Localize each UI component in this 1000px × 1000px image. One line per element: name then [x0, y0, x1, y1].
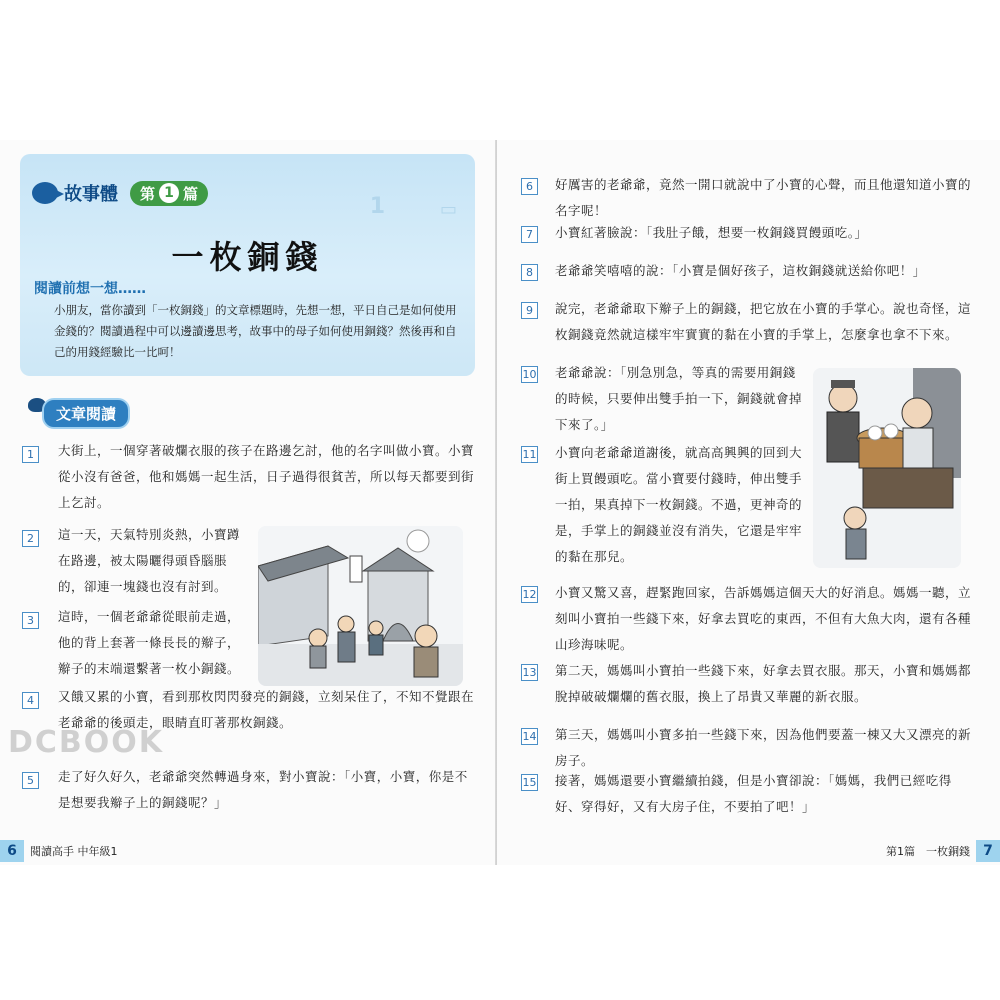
- paragraph-number: 3: [22, 612, 39, 629]
- category-label: 故事體: [64, 184, 118, 205]
- paragraph-number: 2: [22, 530, 39, 547]
- paragraph-text: 第三天，媽媽叫小寶多拍一些錢下來，因為他們要蓋一棟又大又漂亮的新房子。: [555, 727, 972, 768]
- watermark-logo: DCBOOK: [8, 725, 165, 760]
- chapter-number: 1: [159, 183, 179, 203]
- paragraph-number: 6: [521, 178, 538, 195]
- paragraph-text: 第二天，媽媽叫小寶拍一些錢下來，好拿去買衣服。那天，小寶和媽媽都脫掉破破爛爛的舊衣服，換上了昂貴又華麗的新衣服。: [555, 663, 972, 704]
- reading-section-heading: [28, 398, 130, 429]
- paragraph-text: 這時，一個老爺爺從眼前走過，他的背上套著一條長長的辮子，辮子的末端還繫著一枚小銅錢。: [58, 609, 241, 676]
- story-header-panel: [20, 154, 475, 376]
- footer-book-title: 閱讀高手 中年級1: [30, 845, 118, 858]
- paragraph-text: 大街上，一個穿著破爛衣服的孩子在路邊乞討，他的名字叫做小寶。小寶從小沒有爸爸，他和媽媽一起生活，日子過得很貧苦，所以每天都要到街上乞討。: [58, 443, 475, 510]
- chapter-badge: 第 1 篇: [130, 181, 208, 206]
- paragraph-number: 7: [521, 226, 538, 243]
- page-number: 6: [0, 840, 24, 862]
- paragraph-number: 5: [22, 772, 39, 789]
- paragraph-text: 接著，媽媽還要小寶繼續拍錢，但是小寶卻說：「媽媽，我們已經吃得好、穿得好，又有大房子住，不要拍了吧！」: [555, 773, 952, 814]
- paragraph-number: 12: [522, 588, 537, 601]
- paragraph-text: 小寶又驚又喜，趕緊跑回家，告訴媽媽這個天大的好消息。媽媽一聽，立刻叫小寶拍一些錢下來，好拿去買吃的東西，不但有大魚大肉，還有各種山珍海味呢。: [555, 585, 972, 652]
- paragraph-number: 4: [22, 692, 39, 709]
- left-page: [0, 140, 496, 865]
- paragraph-number: 8: [521, 264, 538, 281]
- paragraph-text: 這一天，天氣特別炎熱，小寶蹲在路邊，被太陽曬得頭昏腦脹的，卻連一塊錢也沒有討到。: [58, 527, 241, 594]
- paragraph-number: 15: [522, 776, 537, 789]
- paragraph-text: 小寶向老爺爺道謝後，就高高興興的回到大街上買饅頭吃。當小寶要付錢時，伸出雙手一拍，果真掉下一枚銅錢。不過，更神奇的是，手掌上的銅錢並沒有消失，它還是牢牢的黏在那兒。: [555, 445, 803, 564]
- pre-reading-text: 小朋友，當你讀到「一枚銅錢」的文章標題時，先想一想，平日自己是如何使用金錢的？閱讀過程中可以邊讀邊思考，故事中的母子如何使用銅錢？然後再和自己的用錢經驗比一比呵！: [54, 303, 457, 359]
- right-page: [497, 140, 1000, 865]
- page-number: 7: [976, 840, 1000, 862]
- street-illustration: [258, 526, 463, 686]
- reading-heading-label: 文章閱讀: [42, 398, 130, 429]
- paragraph-text: 小寶紅著臉說：「我肚子餓，想要一枚銅錢買饅頭吃。」: [555, 225, 868, 240]
- category-tag: [32, 180, 208, 206]
- paragraph-number: 10: [522, 368, 537, 381]
- paragraph-text: 走了好久好久，老爺爺突然轉過身來，對小寶說：「小寶，小寶，你是不是想要我辮子上的銅錢呢？」: [58, 769, 468, 810]
- right-page-footer: [886, 840, 1000, 862]
- left-page-footer: [0, 840, 118, 862]
- paragraph-number: 14: [522, 730, 537, 743]
- paragraph-text: 老爺爺說：「別急別急，等真的需要用銅錢的時候，只要伸出雙手拍一下，銅錢就會掉下來了。」: [555, 365, 803, 432]
- paragraph-text: 老爺爺笑嘻嘻的說：「小寶是個好孩子，這枚銅錢就送給你吧！」: [555, 263, 926, 278]
- paragraph-text: 說完，老爺爺取下辮子上的銅錢，把它放在小寶的手掌心。說也奇怪，這枚銅錢竟然就這樣牢牢實實的黏在小寶的手掌上，怎麼拿也拿不下來。: [555, 301, 972, 342]
- fish-icon: [32, 182, 58, 204]
- watermark-icon: ▭: [439, 199, 457, 220]
- paragraph-number: 1: [22, 446, 39, 463]
- paragraph-text: 好厲害的老爺爺，竟然一開口就說中了小寶的心聲，而且他還知道小寶的名字呢！: [555, 177, 972, 218]
- pre-reading-heading: 閱讀前想一想……: [34, 281, 146, 297]
- paragraph-number: 9: [521, 302, 538, 319]
- paragraph-number: 13: [522, 666, 537, 679]
- steamed-bun-stall-illustration: [813, 368, 961, 568]
- footer-chapter-title: 第1篇 一枚銅錢: [886, 845, 970, 858]
- paragraph-number: 11: [522, 448, 537, 461]
- watermark-text: 1: [369, 194, 385, 219]
- story-title: 一枚銅錢: [171, 238, 324, 276]
- paragraph-text: 又餓又累的小寶，看到那枚閃閃發亮的銅錢，立刻呆住了，不知不覺跟在老爺爺的後頭走，眼睛直盯著那枚銅錢。: [58, 689, 475, 730]
